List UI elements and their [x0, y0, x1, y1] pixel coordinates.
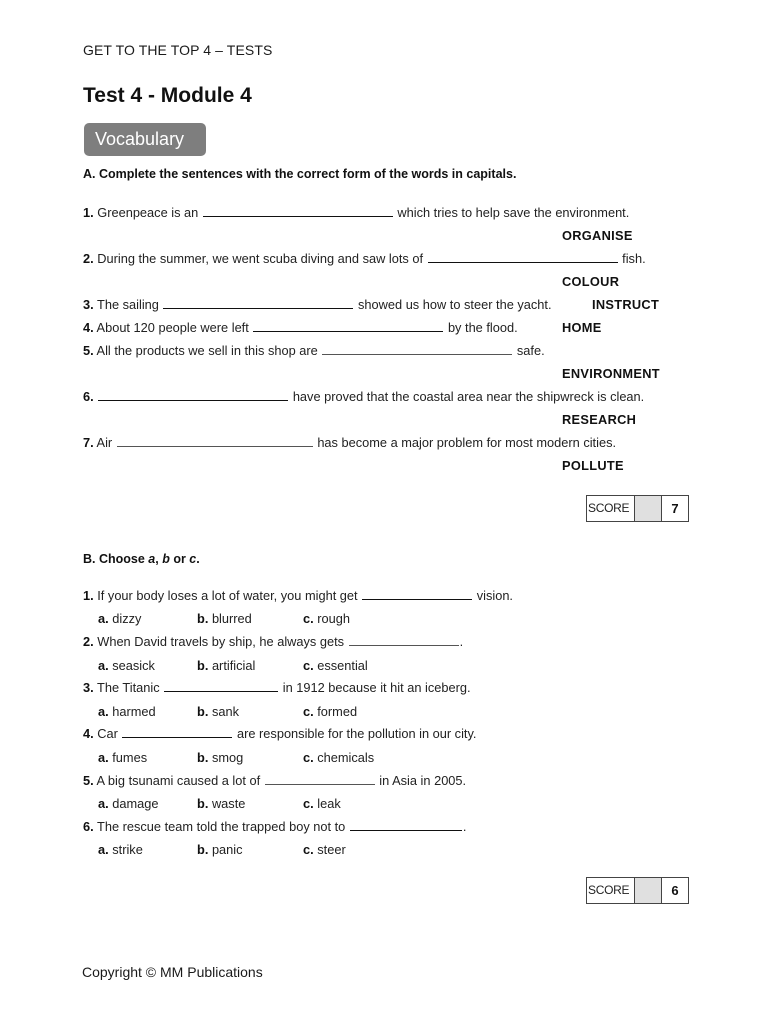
option-text: essential — [317, 658, 368, 673]
instruction-separator: , — [155, 552, 163, 566]
option-b[interactable] — [197, 842, 243, 857]
answer-blank[interactable] — [163, 297, 353, 309]
option-letter: c. — [303, 750, 314, 765]
capital-word: ORGANISE — [562, 228, 633, 243]
sentence-end: are responsible for the pollution in our city. — [237, 726, 477, 741]
copyright-footer: Copyright © MM Publications — [82, 964, 263, 980]
option-letter: c. — [303, 704, 314, 719]
option-letter: c. — [303, 796, 314, 811]
item-number: 4. — [83, 320, 94, 335]
part-b-item-1 — [83, 588, 513, 603]
score-entry-cell[interactable] — [635, 878, 662, 903]
capital-word: RESEARCH — [562, 412, 637, 427]
option-text: harmed — [112, 704, 156, 719]
option-c[interactable] — [303, 750, 374, 765]
sentence-end: showed us how to steer the yacht. — [358, 297, 552, 312]
option-letter: b. — [197, 750, 209, 765]
instruction-text: B. Choose — [83, 552, 149, 566]
sentence-start: A big tsunami caused a lot of — [96, 773, 261, 788]
score-label: SCORE — [587, 878, 635, 903]
sentence-start: The rescue team told the trapped boy not to — [97, 819, 346, 834]
sentence-end: . — [462, 819, 467, 834]
part-a-item-5 — [83, 343, 545, 358]
page-title: Test 4 - Module 4 — [83, 84, 252, 107]
option-b[interactable] — [197, 658, 255, 673]
option-b[interactable] — [197, 796, 245, 811]
option-text: dizzy — [112, 611, 142, 626]
option-text: chemicals — [317, 750, 375, 765]
option-c[interactable] — [303, 611, 350, 626]
item-number: 5. — [83, 773, 94, 788]
option-b[interactable] — [197, 750, 243, 765]
score-total: 6 — [671, 883, 679, 898]
item-number: 2. — [83, 634, 94, 649]
item-number: 7. — [83, 435, 94, 450]
answer-blank[interactable] — [428, 251, 618, 263]
part-b-item-6 — [83, 819, 466, 834]
item-number: 3. — [83, 297, 94, 312]
item-number: 4. — [83, 726, 94, 741]
instruction-letter-b: b — [162, 552, 170, 566]
part-a-item-6 — [83, 389, 644, 404]
sentence-start: If your body loses a lot of water, you might get — [97, 588, 358, 603]
option-letter: a. — [98, 658, 109, 673]
item-number: 6. — [83, 389, 94, 404]
section-tag-vocabulary: Vocabulary — [84, 123, 206, 156]
option-text: waste — [211, 796, 246, 811]
part-a-item-1 — [83, 205, 629, 220]
sentence-end: has become a major problem for most modern cities. — [317, 435, 617, 450]
option-c[interactable] — [303, 658, 368, 673]
option-c[interactable] — [303, 796, 341, 811]
option-letter: b. — [197, 796, 209, 811]
item-number: 1. — [83, 588, 94, 603]
sentence-start: About 120 people were left — [96, 320, 249, 335]
option-letter: c. — [303, 658, 314, 673]
option-text: sank — [211, 704, 239, 719]
option-letter: b. — [197, 611, 209, 626]
capital-word: ENVIRONMENT — [562, 366, 660, 381]
instruction-or: or — [169, 552, 190, 566]
item-number: 2. — [83, 251, 94, 266]
part-a-item-2 — [83, 251, 646, 266]
answer-blank[interactable] — [203, 205, 393, 217]
sentence-start: Greenpeace is an — [97, 205, 199, 220]
option-letter: b. — [197, 842, 209, 857]
sentence-end: fish. — [622, 251, 646, 266]
option-b[interactable] — [197, 704, 239, 719]
option-a[interactable] — [98, 842, 143, 857]
answer-blank[interactable] — [98, 389, 288, 401]
answer-blank[interactable] — [322, 343, 512, 355]
sentence-end: which tries to help save the environment. — [397, 205, 630, 220]
answer-blank[interactable] — [265, 773, 375, 785]
option-b[interactable] — [197, 611, 252, 626]
answer-blank[interactable] — [350, 819, 462, 831]
answer-blank[interactable] — [117, 435, 313, 447]
part-a-item-3 — [83, 297, 552, 312]
item-number: 1. — [83, 205, 94, 220]
answer-blank[interactable] — [253, 320, 443, 332]
option-text: rough — [317, 611, 350, 626]
option-letter: b. — [197, 658, 209, 673]
part-a-instruction: A. Complete the sentences with the correct form of the words in capitals. — [83, 167, 517, 181]
sentence-end: in Asia in 2005. — [379, 773, 467, 788]
option-text: damage — [112, 796, 159, 811]
option-letter: a. — [98, 842, 109, 857]
option-text: panic — [211, 842, 243, 857]
sentence-end: vision. — [476, 588, 513, 603]
option-text: formed — [317, 704, 358, 719]
option-text: steer — [317, 842, 346, 857]
score-label: SCORE — [587, 496, 635, 521]
part-b-item-5 — [83, 773, 466, 788]
option-a[interactable] — [98, 750, 147, 765]
score-total: 7 — [671, 501, 679, 516]
option-text: seasick — [112, 658, 155, 673]
part-a-item-7 — [83, 435, 616, 450]
option-letter: c. — [303, 842, 314, 857]
instruction-end: . — [196, 552, 200, 566]
option-letter: c. — [303, 611, 314, 626]
answer-blank[interactable] — [349, 634, 459, 646]
option-letter: a. — [98, 796, 109, 811]
part-b-instruction — [83, 552, 200, 566]
instruction-letter-a: a — [148, 552, 156, 566]
option-letter: b. — [197, 704, 209, 719]
sentence-start: Air — [96, 435, 113, 450]
answer-blank[interactable] — [122, 726, 232, 738]
instruction-letter-c: c — [189, 552, 197, 566]
option-text: fumes — [112, 750, 148, 765]
option-text: leak — [317, 796, 341, 811]
score-box-part-a — [586, 495, 689, 522]
sentence-end: safe. — [516, 343, 545, 358]
option-a[interactable] — [98, 704, 156, 719]
sentence-start: Car — [97, 726, 118, 741]
sentence-end: . — [459, 634, 464, 649]
part-a-item-4 — [83, 320, 518, 335]
part-b-item-4 — [83, 726, 476, 741]
option-c[interactable] — [303, 704, 357, 719]
option-letter: a. — [98, 750, 109, 765]
answer-blank[interactable] — [362, 588, 472, 600]
score-entry-cell[interactable] — [635, 496, 662, 521]
item-number: 3. — [83, 680, 94, 695]
capital-word: INSTRUCT — [592, 297, 660, 312]
option-a[interactable] — [98, 658, 155, 673]
sentence-start: When David travels by ship, he always gets — [97, 634, 345, 649]
sentence-start: The sailing — [97, 297, 159, 312]
sentence-start: All the products we sell in this shop are — [96, 343, 318, 358]
capital-word: POLLUTE — [562, 458, 624, 473]
item-number: 5. — [83, 343, 94, 358]
sentence-end: by the flood. — [447, 320, 518, 335]
option-c[interactable] — [303, 842, 346, 857]
option-text: artificial — [211, 658, 256, 673]
option-text: strike — [112, 842, 143, 857]
option-letter: a. — [98, 704, 109, 719]
option-text: smog — [211, 750, 244, 765]
part-b-item-2 — [83, 634, 463, 649]
sentence-start: The Titanic — [97, 680, 160, 695]
item-number: 6. — [83, 819, 94, 834]
option-letter: a. — [98, 611, 109, 626]
capital-word: COLOUR — [562, 274, 620, 289]
option-a[interactable] — [98, 796, 159, 811]
series-header: GET TO THE TOP 4 – TESTS — [83, 42, 273, 58]
part-b-item-3 — [83, 680, 471, 695]
answer-blank[interactable] — [164, 680, 278, 692]
sentence-start: During the summer, we went scuba diving and saw lots of — [97, 251, 424, 266]
option-a[interactable] — [98, 611, 141, 626]
sentence-end: in 1912 because it hit an iceberg. — [282, 680, 471, 695]
sentence-end: have proved that the coastal area near the shipwreck is clean. — [292, 389, 645, 404]
score-box-part-b — [586, 877, 689, 904]
capital-word: HOME — [562, 320, 602, 335]
option-text: blurred — [211, 611, 252, 626]
